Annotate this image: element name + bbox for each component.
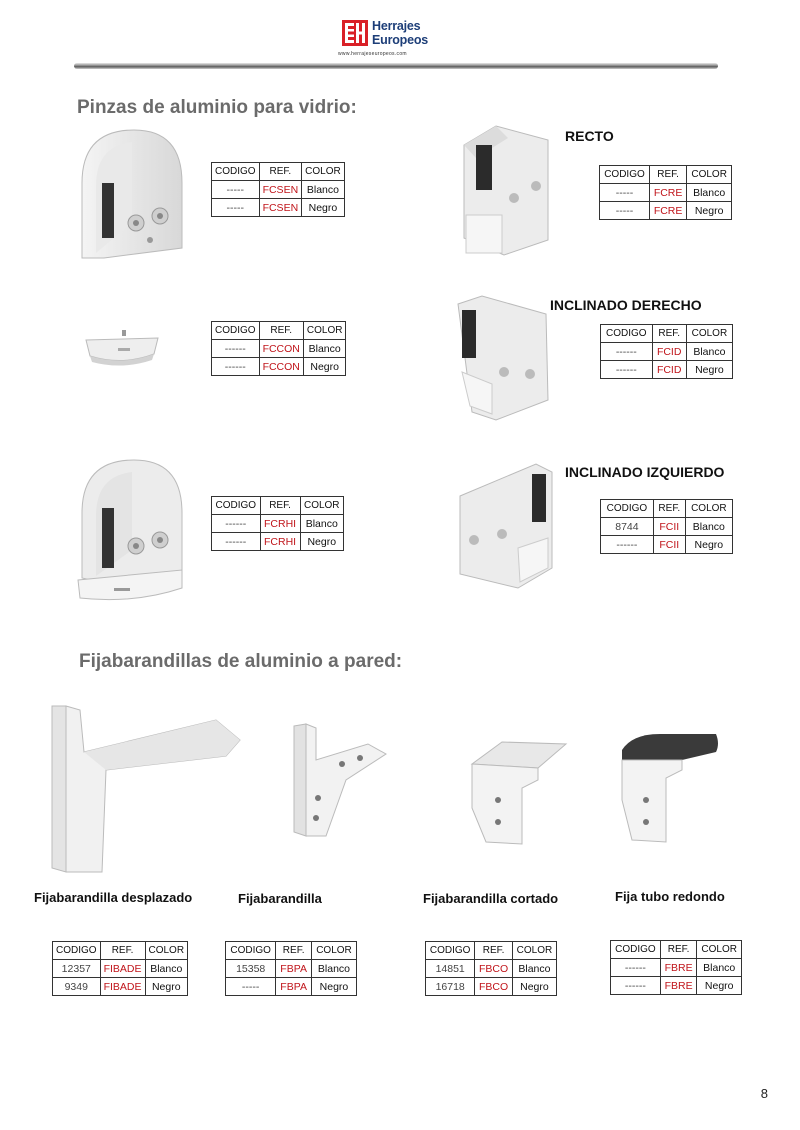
brand-name-line2: Europeos <box>372 33 429 47</box>
page-number: 8 <box>760 1086 768 1101</box>
cell-ref: FCII <box>653 536 685 554</box>
cell-color: Blanco <box>686 343 732 361</box>
cell-ref: FCRHI <box>260 515 300 533</box>
cell-color: Negro <box>686 361 732 379</box>
cell-code: 16718 <box>426 978 475 996</box>
header-codigo: CODIGO <box>601 325 653 343</box>
cell-ref: FIBADE <box>100 978 145 996</box>
cell-color: Blanco <box>303 340 346 358</box>
cell-ref: FCRE <box>649 184 686 202</box>
table-row <box>212 358 346 376</box>
header-codigo: CODIGO <box>611 941 661 959</box>
product-image-fijabarandilla-desplazado <box>40 700 246 880</box>
header-ref: REF. <box>260 497 300 515</box>
cell-code: ----- <box>226 978 276 996</box>
cell-color: Negro <box>687 202 732 220</box>
table-row <box>601 343 733 361</box>
header-color: COLOR <box>686 325 732 343</box>
cell-ref: FCCON <box>259 340 303 358</box>
cell-code: 8744 <box>601 518 654 536</box>
cell-color: Blanco <box>687 184 732 202</box>
header-ref: REF. <box>475 942 513 960</box>
header-ref: REF. <box>259 322 303 340</box>
cell-ref: FCSEN <box>259 181 302 199</box>
cell-ref: FCII <box>653 518 685 536</box>
spec-table-fcid <box>600 324 733 379</box>
header-codigo: CODIGO <box>600 166 650 184</box>
header-divider <box>74 63 718 69</box>
product-image-fijabarandilla <box>286 720 390 840</box>
brand-name-line1: Herrajes <box>372 19 421 33</box>
cell-color: Negro <box>512 978 556 996</box>
brand-logo <box>338 16 430 62</box>
cell-color: Blanco <box>300 515 344 533</box>
cell-color: Blanco <box>512 960 556 978</box>
cell-ref: FBPA <box>276 960 312 978</box>
cell-ref: FCRHI <box>260 533 300 551</box>
spec-table-fcsen <box>211 162 345 217</box>
cell-code: ----- <box>600 184 650 202</box>
header-color: COLOR <box>687 166 732 184</box>
cell-color: Blanco <box>697 959 742 977</box>
spec-table-fbpa <box>225 941 357 996</box>
cell-color: Blanco <box>302 181 345 199</box>
cell-code: ------ <box>611 977 661 995</box>
header-codigo: CODIGO <box>53 942 101 960</box>
logo-he-icon <box>342 20 368 46</box>
brand-url: www.herrajeseuropeos.com <box>338 51 407 57</box>
header-codigo: CODIGO <box>426 942 475 960</box>
cell-code: ----- <box>212 199 260 217</box>
label-fija-tubo-redondo: Fija tubo redondo <box>615 889 725 904</box>
cell-code: ----- <box>600 202 650 220</box>
table-row <box>600 202 732 220</box>
table-row <box>53 978 188 996</box>
cell-ref: FBCO <box>475 960 513 978</box>
header-codigo: CODIGO <box>212 497 261 515</box>
table-row <box>212 181 345 199</box>
table-row <box>212 340 346 358</box>
cell-color: Blanco <box>685 518 732 536</box>
spec-table-fibade <box>52 941 188 996</box>
table-row <box>426 978 557 996</box>
table-row <box>212 199 345 217</box>
spec-table-fcre <box>599 165 732 220</box>
header-color: COLOR <box>311 942 356 960</box>
cell-code: ------ <box>601 536 654 554</box>
cell-ref: FIBADE <box>100 960 145 978</box>
section-title-fijabarandillas: Fijabarandillas de aluminio a pared: <box>79 651 403 672</box>
label-inclinado-izquierdo: INCLINADO IZQUIERDO <box>565 464 725 480</box>
spec-table-fbre <box>610 940 742 995</box>
table-row <box>611 959 742 977</box>
cell-ref: FBRE <box>660 977 697 995</box>
cell-code: 15358 <box>226 960 276 978</box>
spec-table-fcii <box>600 499 733 554</box>
header-ref: REF. <box>100 942 145 960</box>
table-row <box>600 184 732 202</box>
header-codigo: CODIGO <box>212 322 260 340</box>
table-row <box>226 960 357 978</box>
header-codigo: CODIGO <box>212 163 260 181</box>
cell-color: Negro <box>302 199 345 217</box>
cell-ref: FCID <box>652 343 686 361</box>
label-inclinado-derecho: INCLINADO DERECHO <box>550 297 702 313</box>
cell-ref: FCRE <box>649 202 686 220</box>
label-fijabarandilla: Fijabarandilla <box>238 891 322 906</box>
header-codigo: CODIGO <box>226 942 276 960</box>
cell-code: ------ <box>601 361 653 379</box>
section-title-pinzas: Pinzas de aluminio para vidrio: <box>77 97 357 118</box>
product-image-pinza-inclinado-derecho <box>452 292 552 424</box>
header-ref: REF. <box>653 500 685 518</box>
product-image-pinza-semicircular <box>74 128 186 264</box>
header-color: COLOR <box>512 942 556 960</box>
header-ref: REF. <box>649 166 686 184</box>
cell-code: ------ <box>611 959 661 977</box>
table-row <box>601 536 733 554</box>
header-ref: REF. <box>660 941 697 959</box>
cell-ref: FBPA <box>276 978 312 996</box>
product-image-pinza-semicircular-base <box>74 458 186 604</box>
label-fijabarandilla-cortado: Fijabarandilla cortado <box>423 891 559 906</box>
cell-code: ------ <box>212 358 260 376</box>
cell-color: Negro <box>685 536 732 554</box>
product-image-fija-tubo-redondo <box>612 730 722 846</box>
cell-color: Negro <box>697 977 742 995</box>
header-color: COLOR <box>145 942 188 960</box>
table-row <box>601 518 733 536</box>
header-ref: REF. <box>652 325 686 343</box>
cell-code: ------ <box>601 343 653 361</box>
label-recto: RECTO <box>565 128 614 144</box>
header-color: COLOR <box>300 497 344 515</box>
spec-table-fccon <box>211 321 346 376</box>
cell-color: Negro <box>303 358 346 376</box>
table-row <box>212 515 344 533</box>
cell-color: Blanco <box>311 960 356 978</box>
cell-code: 14851 <box>426 960 475 978</box>
label-fijabarandilla-desplazado: Fijabarandilla desplazado <box>34 890 193 905</box>
cell-ref: FCID <box>652 361 686 379</box>
cell-ref: FCSEN <box>259 199 302 217</box>
cell-color: Blanco <box>145 960 188 978</box>
cell-ref: FCCON <box>259 358 303 376</box>
cell-color: Negro <box>300 533 344 551</box>
table-row <box>212 533 344 551</box>
header-codigo: CODIGO <box>601 500 654 518</box>
cell-code: 12357 <box>53 960 101 978</box>
cell-ref: FBCO <box>475 978 513 996</box>
header-ref: REF. <box>259 163 302 181</box>
header-color: COLOR <box>302 163 345 181</box>
cell-code: 9349 <box>53 978 101 996</box>
header-ref: REF. <box>276 942 312 960</box>
spec-table-fcrhi <box>211 496 344 551</box>
cell-code: ------ <box>212 340 260 358</box>
product-image-tapa-fccon <box>82 330 164 368</box>
header-color: COLOR <box>697 941 742 959</box>
header-color: COLOR <box>685 500 732 518</box>
cell-code: ----- <box>212 181 260 199</box>
product-image-fijabarandilla-cortado <box>462 738 572 848</box>
cell-color: Negro <box>145 978 188 996</box>
cell-ref: FBRE <box>660 959 697 977</box>
table-row <box>426 960 557 978</box>
cell-code: ------ <box>212 515 261 533</box>
spec-table-fbco <box>425 941 557 996</box>
table-row <box>53 960 188 978</box>
table-row <box>226 978 357 996</box>
cell-code: ------ <box>212 533 261 551</box>
header-color: COLOR <box>303 322 346 340</box>
table-row <box>601 361 733 379</box>
product-image-pinza-recto <box>456 120 556 260</box>
product-image-pinza-inclinado-izquierdo <box>452 456 558 602</box>
table-row <box>611 977 742 995</box>
cell-color: Negro <box>311 978 356 996</box>
